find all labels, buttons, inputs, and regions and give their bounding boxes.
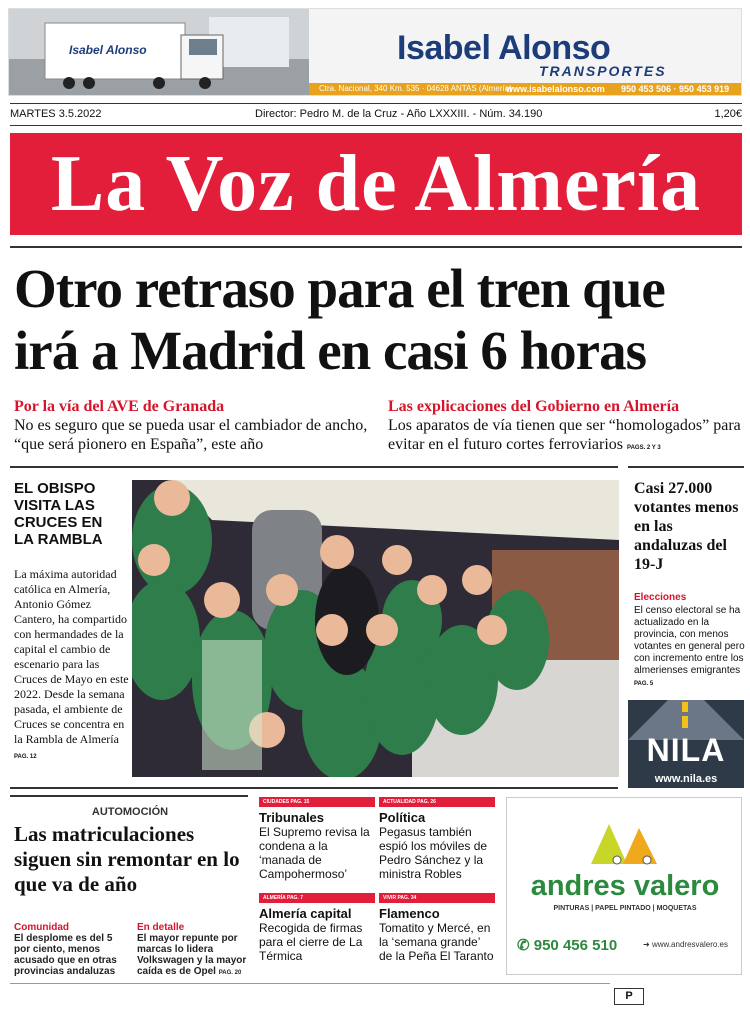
comunidad-text: El desplome es del 5 por ciento, menos acusado que en otras provincias andaluzas: [14, 933, 117, 977]
brief-flamenco[interactable]: [379, 893, 495, 963]
lead-headline-line-1: Otro retraso para el tren que: [14, 258, 665, 319]
crowd-photo-illustration: [132, 480, 619, 777]
andres-valero-advertisement[interactable]: [506, 797, 742, 975]
isabel-alonso-logo: Isabel Alonso: [397, 29, 611, 67]
subcolumn-b-body: Los aparatos de vía tienen que ser “homologados” para evitar en el futuro cortes ferroviarios: [388, 417, 741, 453]
andres-valero-services: PINTURAS | PAPEL PINTADO | MOQUETAS: [553, 905, 697, 912]
brief-tag: ALMERÍA PAG. 7: [259, 893, 375, 903]
brief-tag: VIVIR PAG. 34: [379, 893, 495, 903]
isabel-alonso-tagline: TRANSPORTES: [539, 63, 667, 79]
page-reference: PAG. 12: [14, 754, 37, 760]
elecciones-text: [634, 605, 746, 690]
elecciones-headline[interactable]: Casi 27.000 votantes menos en las andaluzas del 19-J: [634, 480, 739, 573]
page-reference: PAGS. 2 Y 3: [627, 445, 661, 451]
cruces-photo: [132, 480, 619, 777]
divider: [10, 466, 618, 468]
issue-info-line: [10, 108, 742, 124]
truck-label: Isabel Alonso: [69, 43, 147, 57]
brief-tribunales[interactable]: [259, 797, 375, 881]
masthead-banner: [10, 133, 742, 235]
truck-photo: [9, 9, 309, 95]
lead-headline[interactable]: [14, 258, 739, 382]
paint-bucket-icon: [587, 820, 663, 870]
brief-text: Tomatito y Mercé, en la ‘semana grande’ de la Peña El Taranto: [379, 921, 494, 963]
brief-title: Almería capital: [259, 906, 352, 921]
elecciones-body: El censo electoral se ha actualizado en la provincia, con menos votantes en general pero con incremento entre los almerienses emigrantes: [634, 605, 745, 676]
issue-price: 1,20€: [714, 108, 742, 120]
ad-web[interactable]: www.isabelalonso.com: [506, 84, 605, 94]
detalle-body: El mayor repunte por marcas lo lidera Volkswagen y la mayor caída es de Opel: [137, 933, 247, 977]
divider: [10, 787, 618, 789]
top-advertisement[interactable]: [8, 8, 742, 96]
comunidad-label: Comunidad: [14, 922, 69, 933]
divider: [10, 795, 248, 797]
obispo-headline[interactable]: EL OBISPO VISITA LAS CRUCES EN LA RAMBLA: [14, 480, 103, 548]
newspaper-title: La Voz de Almería: [50, 140, 702, 228]
brief-text: El Supremo revisa la condena a la ‘manada de Campohermoso’: [259, 825, 370, 881]
detalle-text: [137, 933, 249, 979]
ad-address: Ctra. Nacional, 340 Km. 535 · 04628 ANTAS (Almería): [319, 84, 512, 93]
director-line: Director: Pedro M. de la Cruz - Año LXXXIII. - Núm. 34.190: [255, 108, 543, 120]
brief-politica[interactable]: [379, 797, 495, 881]
arrow-icon: ➜: [643, 940, 652, 949]
page-reference: PAG. 20: [218, 970, 242, 976]
page-reference: PAG. 5: [634, 681, 654, 687]
automocion-headline[interactable]: Las matriculaciones siguen sin remontar en lo que va de año: [14, 822, 240, 896]
elecciones-label: Elecciones: [634, 592, 687, 603]
nila-advertisement[interactable]: [628, 700, 744, 788]
brief-text: Pegasus también espió los móviles de Pedro Sánchez y la ministra Robles: [379, 825, 488, 881]
truck-illustration: [9, 9, 309, 95]
subcolumn-b-heading: Las explicaciones del Gobierno en Almería: [388, 398, 680, 415]
press-logo: P: [614, 988, 644, 1005]
andres-valero-phone: [517, 936, 617, 954]
divider: [10, 246, 742, 248]
phone-number: 950 456 510: [533, 937, 618, 954]
andres-valero-web[interactable]: [643, 940, 728, 949]
detalle-block: [137, 922, 249, 979]
subcolumn-b-text: [388, 416, 748, 458]
divider: [10, 125, 742, 126]
nila-url[interactable]: www.nila.es: [654, 773, 718, 785]
obispo-body: La máxima autoridad católica en Almería, Antonio Gómez Cantero, ha compartido con hermandades de la capital el cambio de escenario para las Cruces de Mayo en este 2022. Desde la semana pasada, el ambiente de Cruces se concentra en la Rambla de Almería: [14, 567, 129, 746]
subcolumn-a-heading: Por la vía del AVE de Granada: [14, 398, 225, 415]
andres-valero-logo: andres valero: [530, 870, 720, 902]
divider: [628, 466, 744, 468]
nila-logo: NILA: [646, 732, 726, 768]
divider: [10, 103, 742, 104]
issue-date: MARTES 3.5.2022: [10, 108, 102, 120]
automocion-section-label: AUTOMOCIÓN: [91, 806, 169, 818]
lead-headline-line-2: irá a Madrid en casi 6 horas: [14, 320, 646, 381]
lead-subcolumn-b[interactable]: [388, 398, 748, 458]
detalle-label: En detalle: [137, 922, 185, 933]
brief-title: Flamenco: [379, 906, 440, 921]
brief-title: Política: [379, 810, 426, 825]
obispo-text: [14, 567, 130, 765]
brief-title: Tribunales: [259, 810, 325, 825]
divider: [10, 983, 610, 984]
comunidad-block: [14, 922, 126, 977]
brief-text: Recogida de firmas para el cierre de La Térmica: [259, 921, 363, 963]
brief-tag: ACTUALIDAD PAG. 26: [379, 797, 495, 807]
lead-subcolumn-a[interactable]: [14, 398, 369, 454]
phone-icon: ✆: [517, 937, 534, 954]
ad-phones: 950 453 506 · 950 453 919: [621, 84, 730, 94]
brief-almeria-capital[interactable]: [259, 893, 375, 963]
web-url: www.andresvalero.es: [651, 940, 728, 949]
brief-tag: CIUDADES PAG. 15: [259, 797, 375, 807]
subcolumn-a-text: No es seguro que se pueda usar el cambiador de ancho, “que será pionero en España”, este año: [14, 417, 368, 453]
